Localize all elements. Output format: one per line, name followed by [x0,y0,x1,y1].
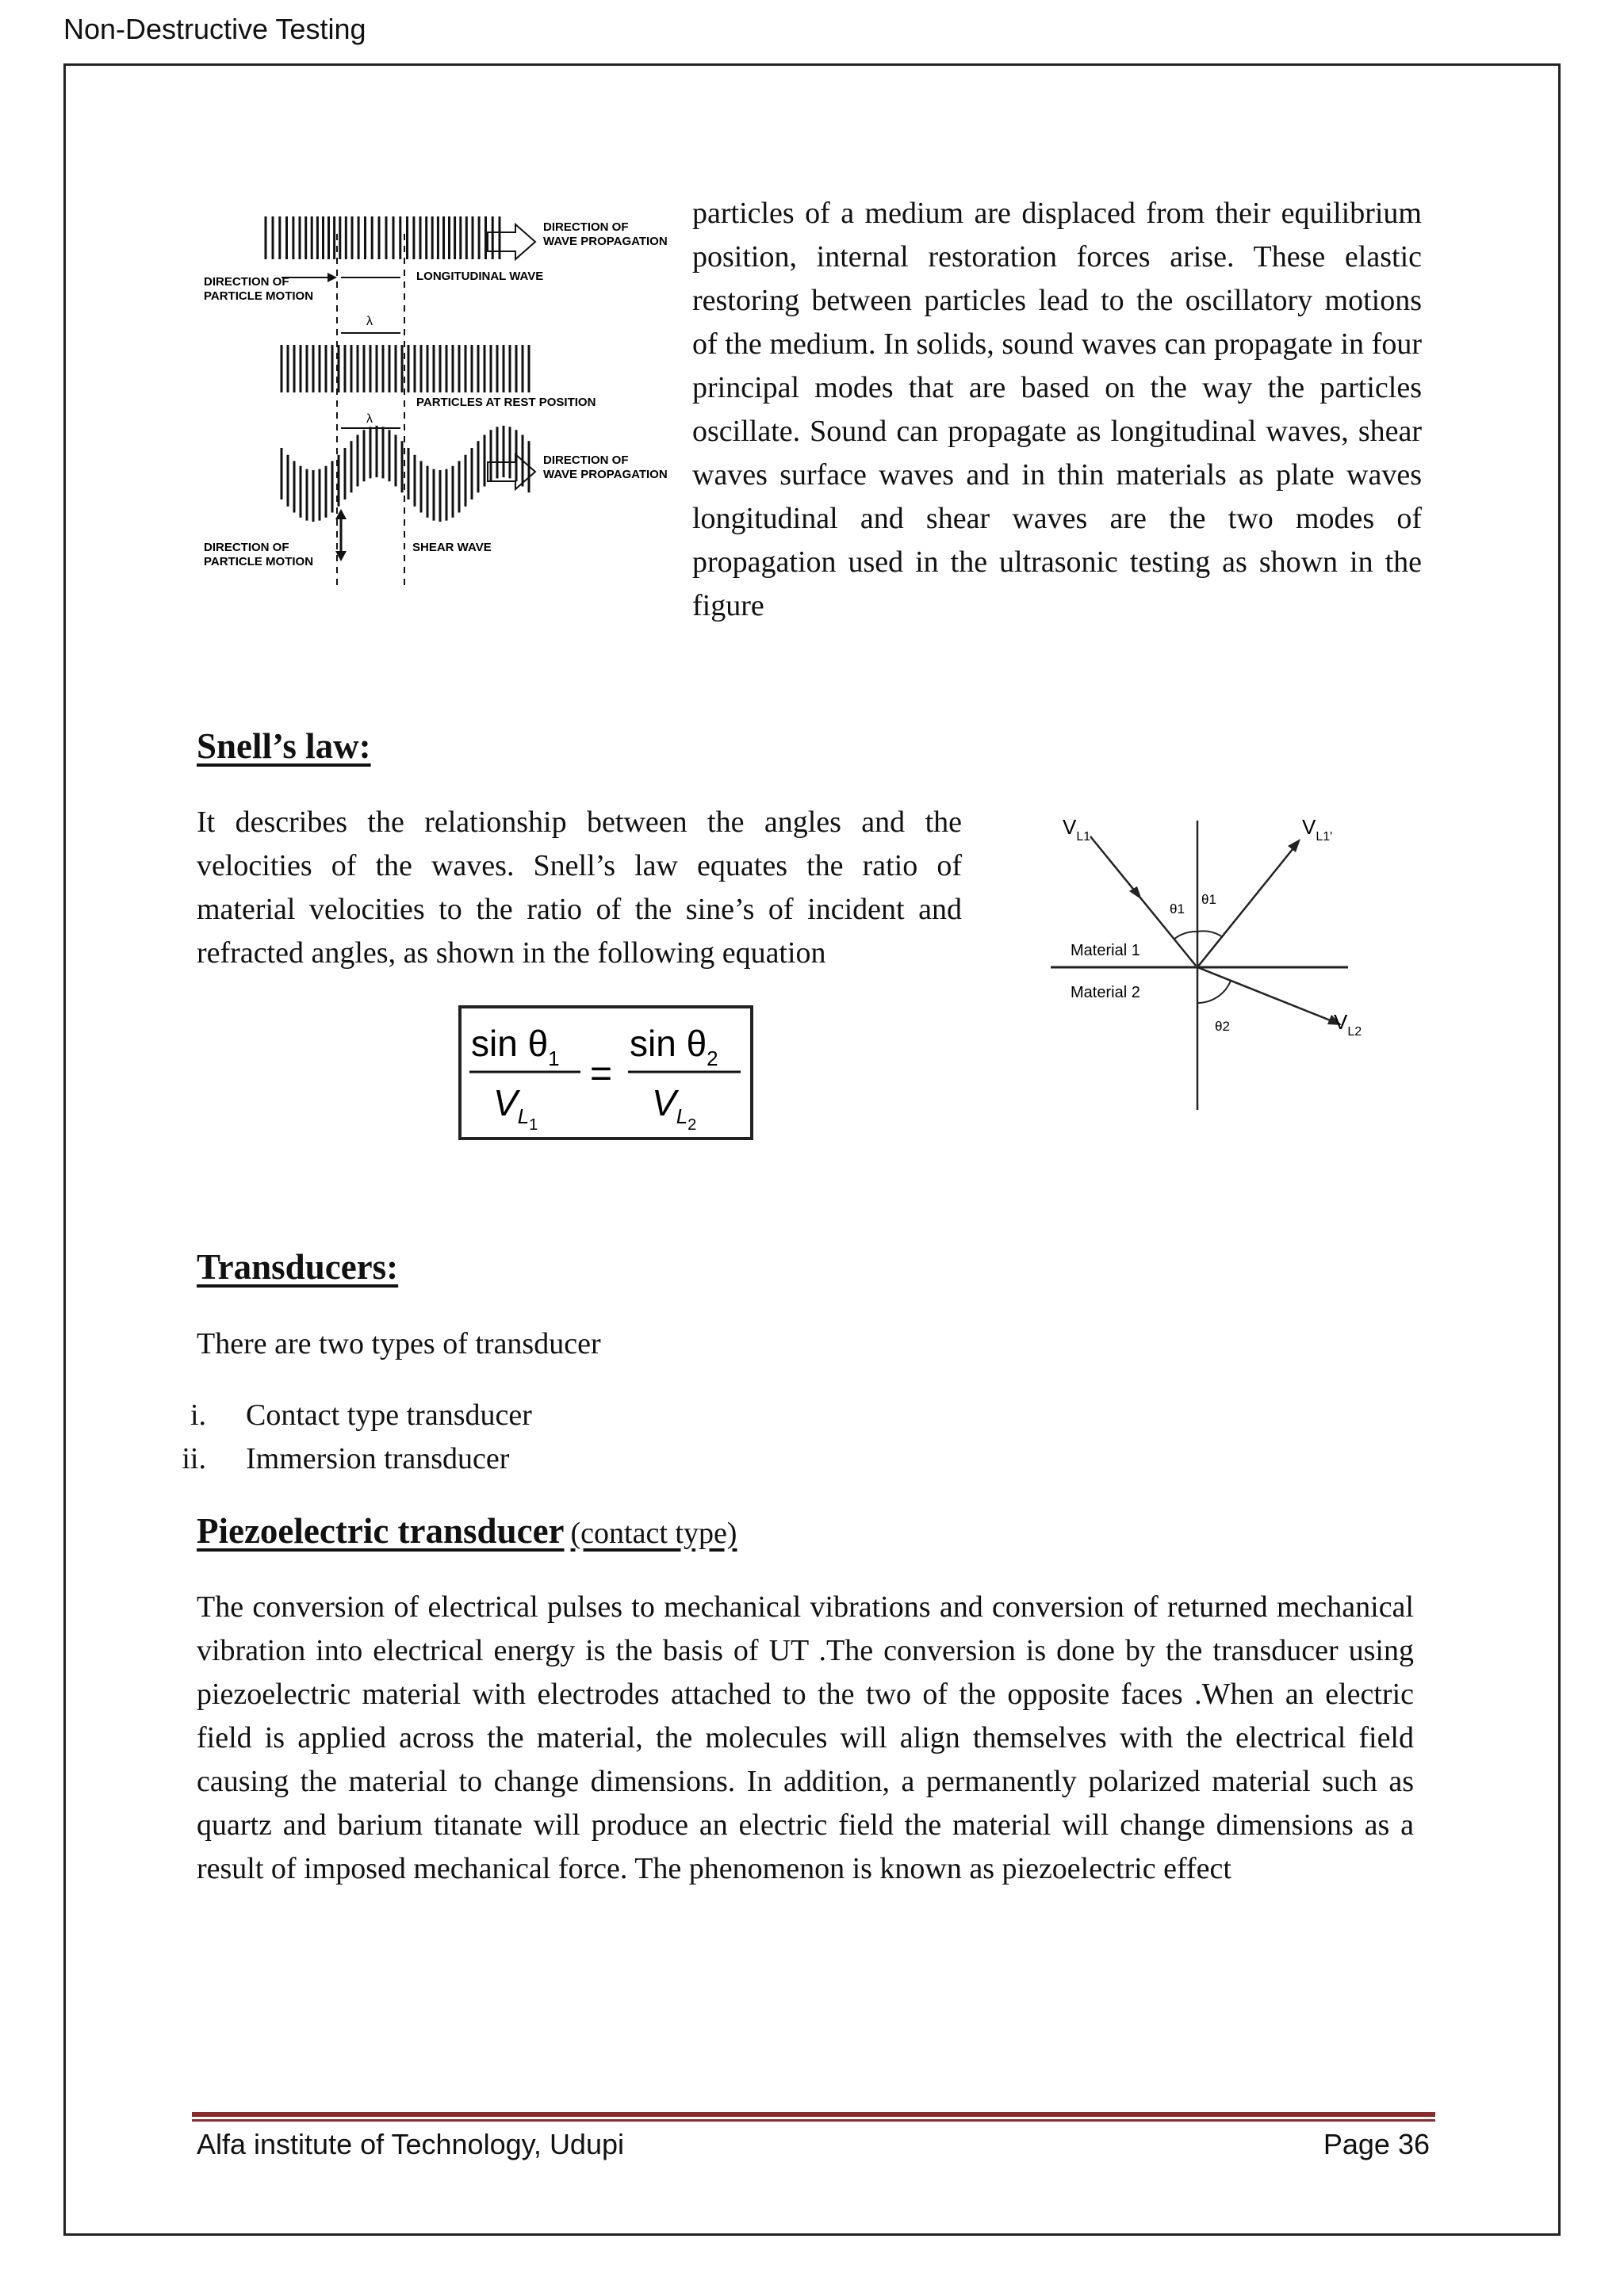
particle-direction-label: DIRECTION OF [204,541,289,554]
theta1-right: θ1 [1201,892,1216,907]
eq-den-left-sub: L [517,1104,530,1128]
particle-direction-label: PARTICLE MOTION [204,289,314,303]
material-2-label: Material 2 [1071,984,1140,1001]
svg-text:sin θ1 [471,1023,560,1070]
wave-direction-label: WAVE PROPAGATION [543,235,668,248]
theta1-left: θ1 [1170,901,1185,916]
shear-wave-label: SHEAR WAVE [412,541,492,554]
particle-direction-label: PARTICLE MOTION [204,555,314,568]
eq-den-left-subsub: 1 [529,1116,538,1134]
incident-arrow-icon [1129,886,1142,900]
vl2-label: V [1334,1010,1348,1034]
refraction-diagram [1047,809,1388,1118]
footer-rule [192,2112,1435,2117]
vl1p-sub: L1' [1316,830,1333,844]
vl1-sub: L1 [1076,830,1091,844]
vl2-sub: L2 [1347,1025,1362,1039]
longitudinal-wave-label: LONGITUDINAL WAVE [416,270,544,283]
eq-den-left: V [493,1082,518,1123]
eq-den-right: V [652,1082,676,1123]
theta2-label: θ2 [1215,1019,1230,1034]
transducers-intro: There are two types of transducer [197,1327,601,1360]
material-1-label: Material 1 [1071,942,1140,959]
svg-text:VL1' [1302,815,1332,844]
svg-text:VL1 [493,1082,538,1134]
eq-equals: = [590,1053,613,1095]
eq-num-left-sub: 1 [548,1047,560,1070]
piezoelectric-paragraph: The conversion of electrical pulses to mechanical vibrations and conversion of returned mechanical vibration into electrical energy is the basis of UT .The conversion is done by the transducer using piezoelectric material with electrodes attached to the two of the opposite faces .When an electric field is applied across the material, the molecules will align themselves with the electrical field causing the material to change dimensions. In addition, a permanently polarized material such as quartz and barium titanate will produce an electric field the material will change dimensions as a result of imposed mechanical force. The phenomenon is known as piezoelectric effect [197,1590,1414,1885]
transducers-heading: Transducers: [197,1247,399,1287]
list-item-text: Immersion transducer [246,1442,510,1475]
piezoelectric-heading-suffix: (contact type) [570,1517,737,1550]
wave-direction-label: DIRECTION OF [543,220,629,234]
svg-text:VL2 [652,1082,696,1134]
snells-law-equation [458,1005,753,1140]
eq-den-right-subsub: 2 [688,1116,697,1134]
eq-num-right: sin θ [630,1023,707,1064]
eq-den-right-sub: L [676,1104,688,1128]
eq-num-right-sub: 2 [707,1047,718,1070]
list-item [159,1437,532,1481]
wave-direction-label: WAVE PROPAGATION [543,468,668,481]
propagation-arrow-icon [488,224,535,259]
particle-direction-label: DIRECTION OF [204,275,289,289]
piezoelectric-heading-text: Piezoelectric transducer [197,1511,565,1551]
list-item-text: Contact type transducer [246,1399,532,1432]
piezoelectric-heading [197,1510,737,1552]
footer-rule-thin [192,2119,1435,2122]
svg-text:sin θ2 [630,1023,718,1070]
transducer-list [159,1394,532,1481]
footer-page-number: Page 36 [1323,2128,1430,2160]
list-item-number: ii. [182,1442,206,1475]
list-item [159,1394,532,1437]
arrow-head-icon [327,273,337,282]
intro-paragraph: particles of a medium are displaced from their equilibrium position, internal restoration forces arise. These elastic restoring between particles lead to the oscillatory motions of the medium. In solids, sound waves can propagate in four principal modes that are based on the way the particles oscillate. Sound can propagate as longitudinal waves, shear waves surface waves and in thin materials as plate waves longitudinal and shear waves are the two modes of propagation used in the ultrasonic testing as shown in the figure [692,197,1422,622]
svg-text:VL1 [1063,815,1090,844]
snells-law-paragraph: It describes the relationship between the angles and the velocities of the waves. Snell’s law equates the ratio of material velocities to the ratio of the sine’s of incident and refracted angles, as shown in the following equation [197,806,962,970]
running-header: Non-Destructive Testing [63,13,366,45]
eq-num-left: sin θ [471,1023,549,1064]
reflected-arrow-icon [1288,839,1300,852]
wave-propagation-figure [202,202,682,599]
rest-position-label: PARTICLES AT REST POSITION [416,396,596,409]
svg-text:VL2 [1334,1010,1362,1039]
footer-institute: Alfa institute of Technology, Udupi [197,2128,624,2160]
list-item-number: i. [190,1399,206,1432]
wave-direction-label: DIRECTION OF [543,453,629,467]
vl1p-label: V [1302,815,1316,839]
snells-law-heading: Snell’s law: [197,726,371,766]
lambda-label-2: λ [366,412,373,426]
lambda-label-1: λ [366,315,373,328]
vl1-label: V [1063,815,1077,839]
